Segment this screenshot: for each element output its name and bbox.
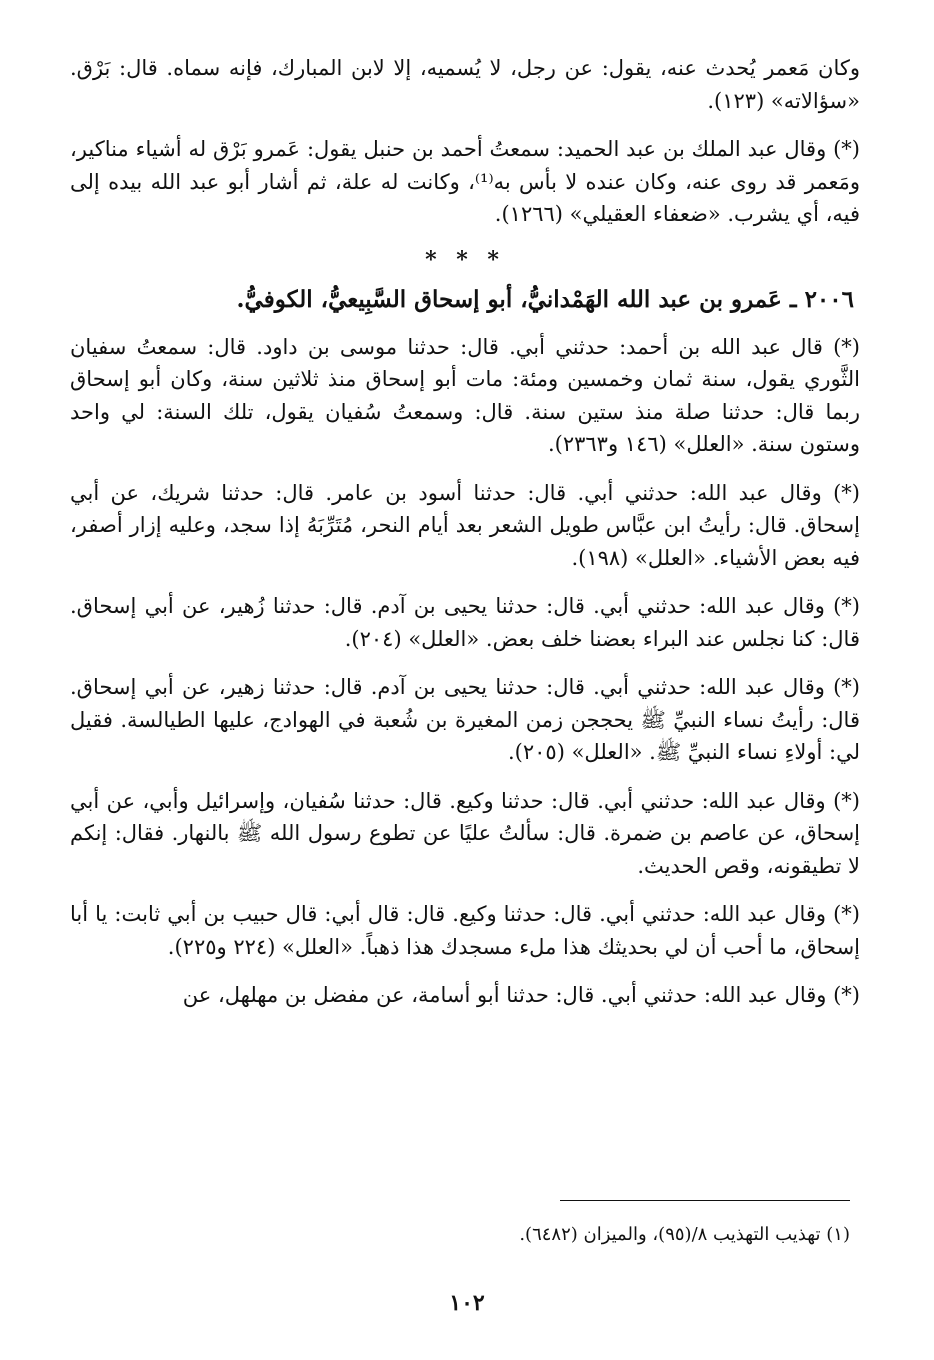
entry-title: ٢٠٠٦ ـ عَمرو بن عبد الله الهَمْدانيُّ، أبو إسحاق السَّبِيعيُّ، الكوفيُّ. bbox=[236, 285, 854, 313]
page-body bbox=[70, 52, 860, 1028]
page-number: ١٠٢ bbox=[449, 1290, 485, 1316]
paragraph-entry-5: (*) وقال عبد الله: حدثني أبي. قال: حدثنا وكيع. قال: حدثنا سُفيان، وإسرائيل وأبي، عن أبي إسحاق، عن عاصم بن ضمرة. قال: سألتُ عليًا عن تطوع رسول الله ﷺ بالنهار. فقال: إنكم لا تطيقونه، وقص الحديث. bbox=[70, 788, 860, 878]
footnote-divider bbox=[560, 1200, 850, 1201]
paragraph-abdulmalik: (*) وقال عبد الملك بن عبد الحميد: سمعتُ أحمد بن حنبل يقول: عَمرو بَرْق له أشياء مناكير، ومَعمر قد روى عنه، وكان عنده لا بأس به⁽¹⁾، وكانت له علة، ثم أشار أبو عبد الله بيده إلى فيه، أي يشرب. «ضعفاء العقيلي» (١٢٦٦). bbox=[70, 137, 860, 226]
section-separator: * * * bbox=[425, 246, 505, 273]
paragraph-entry-7: (*) وقال عبد الله: حدثني أبي. قال: حدثنا أبو أسامة، عن مفضل بن مهلهل، عن bbox=[182, 983, 860, 1007]
footnote: (١) تهذيب التهذيب ٨/(٩٥)، والميزان (٦٤٨٢). bbox=[519, 1224, 850, 1245]
paragraph-entry-1: (*) قال عبد الله بن أحمد: حدثني أبي. قال: حدثنا موسى بن داود. قال: سمعتُ سفيان الثَّوري يقول، سنة ثمان وخمسين ومئة: مات أبو إسحاق منذ ثلاثين سنة، وكان أبو إسحاق ربما قال: حدثنا صلة منذ ستين سنة. قال: وسمعتُ سُفيان يقول، تلك السنة: لي واحد وستون سنة. «العلل» (١٤٦ و٢٣٦٣). bbox=[70, 334, 860, 456]
paragraph-intro: وكان مَعمر يُحدث عنه، يقول: عن رجل، لا يُسميه، إلا لابن المبارك، فإنه سماه. قال: بَرْق. «سؤالاته» (١٢٣). bbox=[70, 56, 860, 113]
paragraph-entry-2: (*) وقال عبد الله: حدثني أبي. قال: حدثنا أسود بن عامر. قال: حدثنا شريك، عن أبي إسحاق. قال: رأيتُ ابن عبَّاس طويل الشعر بعد أيام النحر، مُتَرِّبَهُ إذا سجد، وعليه إزار أصفر، فيه بعض الأشياء. «العلل» (١٩٨). bbox=[70, 480, 860, 570]
paragraph-entry-3: (*) وقال عبد الله: حدثني أبي. قال: حدثنا يحيى بن آدم. قال: حدثنا زُهير، عن أبي إسحاق. قال: كنا نجلس عند البراء بعضنا خلف بعض. «العلل» (٢٠٤). bbox=[70, 594, 860, 651]
paragraph-entry-4: (*) وقال عبد الله: حدثني أبي. قال: حدثنا يحيى بن آدم. قال: حدثنا زهير، عن أبي إسحاق. قال: رأيتُ نساء النبيِّ ﷺ يحججن زمن المغيرة بن شُعبة في الهوادج، عليها الطيالسة. فقيل لي: أولاءِ نساء النبيِّ ﷺ. «العلل» (٢٠٥). bbox=[70, 675, 860, 764]
paragraph-entry-6: (*) وقال عبد الله: حدثني أبي. قال: حدثنا وكيع. قال: قال أبي: قال حبيب بن أبي ثابت: يا أبا إسحاق، ما أحب أن لي بحديثك هذا ملء مسجدك هذا ذهباً. «العلل» (٢٢٤ و٢٢٥). bbox=[70, 902, 860, 959]
